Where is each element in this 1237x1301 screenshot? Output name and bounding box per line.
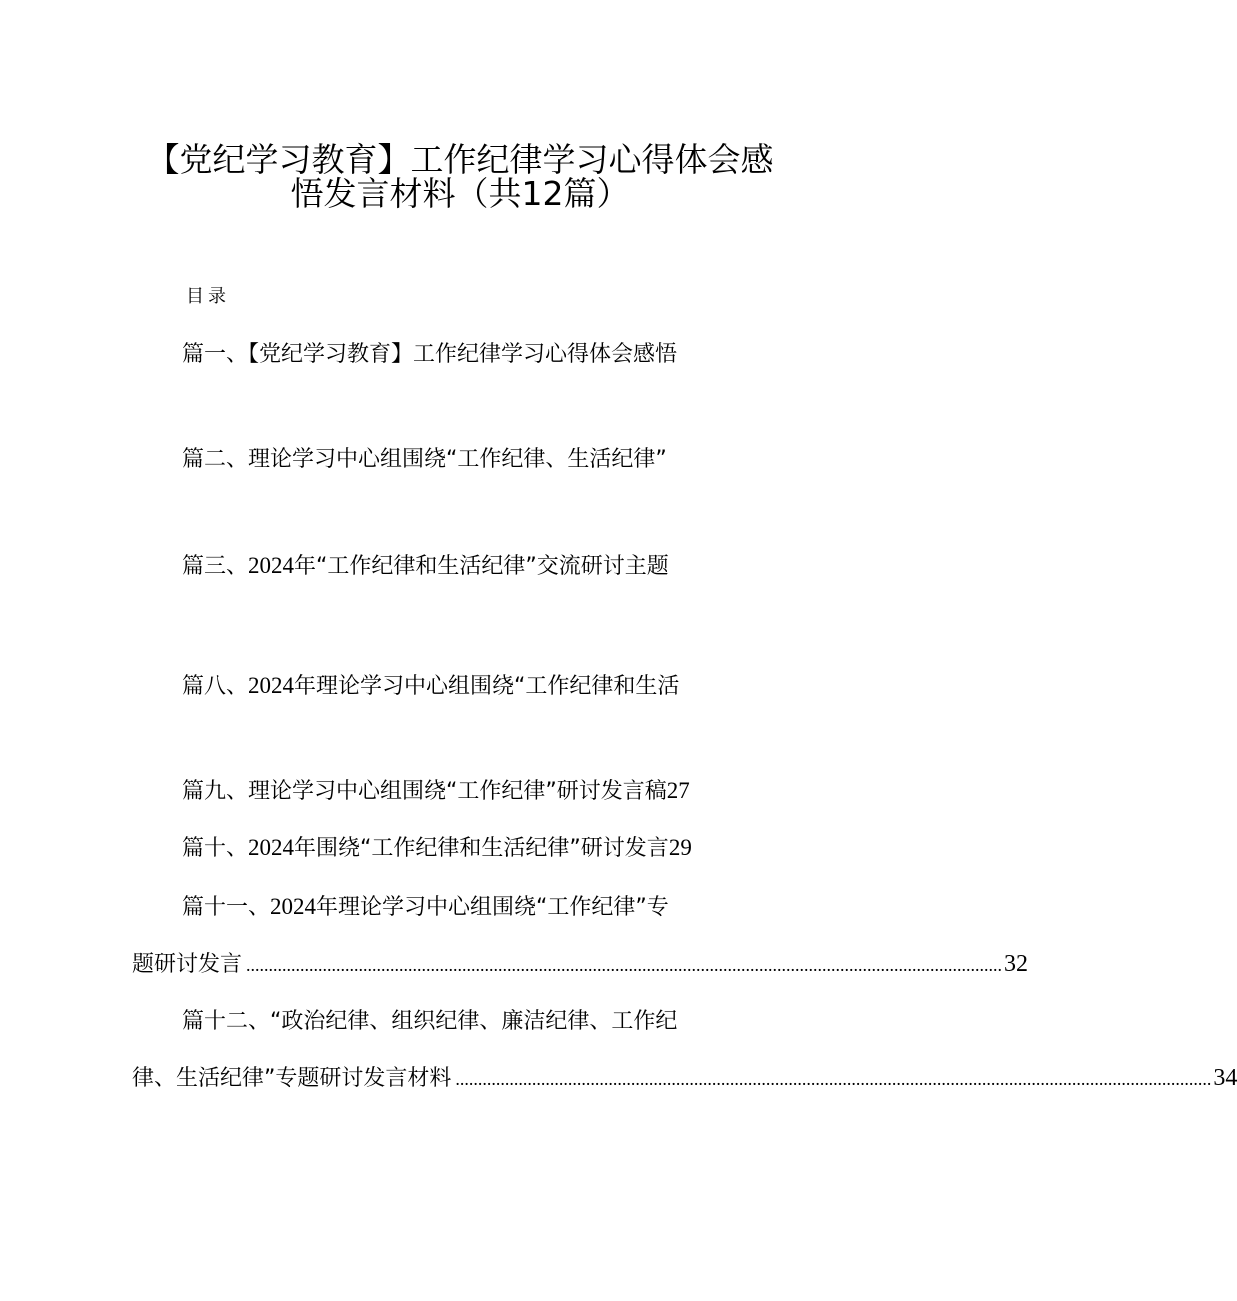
toc-leader-dots: ........................................................................................................................................................................: [246, 955, 1003, 975]
toc-heading: 目录: [186, 286, 230, 307]
toc-entry-page: 27: [666, 778, 690, 803]
toc-entry-year: 2024: [248, 835, 295, 860]
toc-entry-page: 29: [668, 835, 692, 860]
document-title-line-2: 悟发言材料（共12篇）: [290, 174, 630, 213]
toc-entry-page: 34: [1213, 1065, 1237, 1091]
toc-entry-label: 篇十、: [182, 836, 249, 861]
toc-entry-label: 年围绕“工作纪律和生活纪律”研讨发言: [294, 836, 669, 861]
toc-entry-label: 篇八、: [182, 674, 249, 699]
toc-entry-label: 篇一、【党纪学习教育】工作纪律学习心得体会感悟: [182, 342, 678, 367]
toc-entry-3[interactable]: [182, 551, 669, 582]
document-title-line-1: 【党纪学习教育】工作纪律学习心得体会感: [146, 140, 774, 179]
toc-entry-1[interactable]: [182, 340, 677, 370]
toc-entry-label: 篇十一、: [182, 895, 271, 920]
toc-entry-2[interactable]: [182, 445, 667, 475]
toc-entry-11-continuation[interactable]: [132, 949, 1029, 979]
toc-leader-dots: ........................................................................................................................................................................: [455, 1069, 1212, 1089]
toc-entry-12-continuation[interactable]: [132, 1063, 1237, 1093]
toc-entry-year: 2024: [270, 894, 317, 919]
toc-entry-9[interactable]: [182, 776, 690, 807]
toc-entry-label: 篇三、: [182, 554, 249, 579]
toc-entry-year: 2024: [248, 673, 295, 698]
toc-entry-label: 题研讨发言: [132, 952, 243, 977]
toc-entry-8[interactable]: [182, 671, 679, 702]
toc-entry-label: 篇九、理论学习中心组围绕“工作纪律”研讨发言稿: [182, 779, 667, 804]
toc-entry-label: 律、生活纪律”专题研讨发言材料: [132, 1066, 452, 1091]
toc-entry-label: 年理论学习中心组围绕“工作纪律”专: [316, 895, 669, 920]
toc-entry-year: 2024: [248, 553, 295, 578]
toc-entry-12[interactable]: [182, 1007, 677, 1037]
toc-entry-label: 篇二、理论学习中心组围绕“工作纪律、生活纪律”: [182, 447, 667, 472]
toc-entry-label: 篇十二、“政治纪律、组织纪律、廉洁纪律、工作纪: [182, 1009, 678, 1034]
toc-entry-page: 32: [1004, 951, 1029, 977]
toc-entry-11[interactable]: [182, 892, 669, 923]
toc-entry-label: 年理论学习中心组围绕“工作纪律和生活: [294, 674, 680, 699]
toc-entry-label: 年“工作纪律和生活纪律”交流研讨主题: [294, 554, 669, 579]
toc-entry-10[interactable]: [182, 833, 692, 864]
